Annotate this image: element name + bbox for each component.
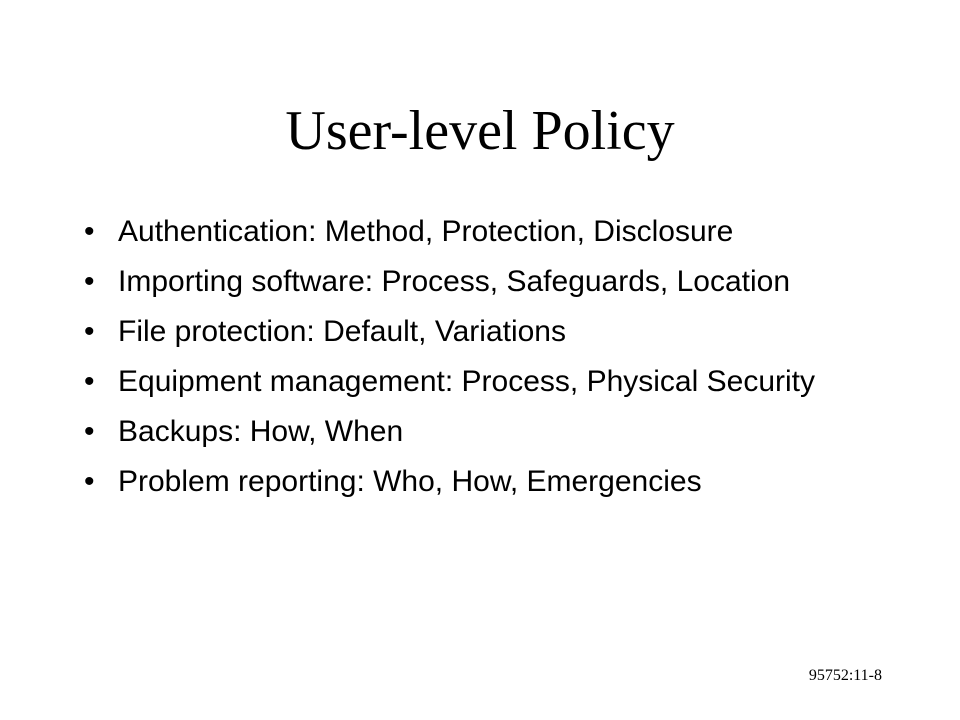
bullet-text: Authentication: Method, Protection, Disclosure (118, 215, 734, 248)
bullet-item-file-protection (84, 314, 884, 350)
bullet-list (84, 214, 884, 514)
bullet-icon: • (84, 365, 95, 398)
bullet-icon: • (84, 265, 95, 298)
bullet-icon: • (84, 415, 95, 448)
bullet-text: Importing software: Process, Safeguards, Location (118, 265, 791, 298)
bullet-text: Backups: How, When (118, 415, 404, 448)
slide-title: User-level Policy (285, 100, 675, 162)
bullet-item-equipment-management (84, 364, 884, 400)
bullet-text: File protection: Default, Variations (118, 315, 566, 348)
bullet-item-importing-software (84, 264, 884, 300)
slide-footer-code: 95752:11-8 (808, 667, 882, 684)
bullet-text: Problem reporting: Who, How, Emergencies (118, 465, 702, 498)
bullet-item-backups (84, 414, 884, 450)
bullet-text: Equipment management: Process, Physical Security (118, 365, 815, 398)
bullet-icon: • (84, 215, 95, 248)
bullet-item-authentication (84, 214, 884, 250)
bullet-icon: • (84, 315, 95, 348)
bullet-icon: • (84, 465, 95, 498)
bullet-item-problem-reporting (84, 464, 884, 500)
